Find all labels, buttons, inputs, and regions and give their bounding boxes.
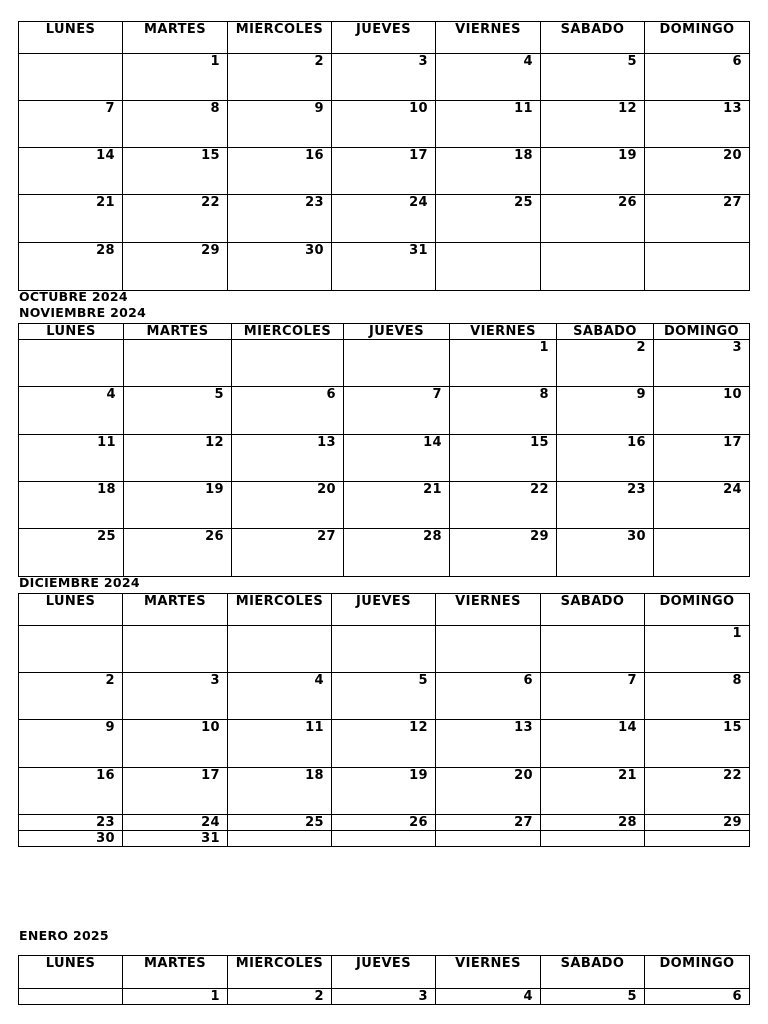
weekday-header: MARTES — [123, 22, 228, 54]
day-cell: 6 — [436, 673, 541, 720]
week-row — [19, 243, 750, 291]
day-cell: 13 — [232, 435, 344, 482]
day-cell — [19, 54, 123, 101]
day-cell: 4 — [436, 989, 541, 1005]
day-cell: 28 — [19, 243, 123, 291]
day-cell: 4 — [436, 54, 541, 101]
day-cell: 24 — [332, 195, 436, 243]
day-cell: 1 — [450, 340, 557, 387]
day-cell — [19, 626, 123, 673]
day-cell: 8 — [450, 387, 557, 435]
weekday-header-row — [19, 594, 750, 626]
day-cell: 11 — [228, 720, 332, 768]
day-cell: 14 — [541, 720, 645, 768]
day-cell: 26 — [332, 815, 436, 831]
week-row — [19, 435, 750, 482]
day-cell — [645, 243, 750, 291]
day-cell: 5 — [541, 989, 645, 1005]
day-cell — [123, 626, 228, 673]
day-cell — [645, 831, 750, 847]
week-row — [19, 626, 750, 673]
week-row — [19, 387, 750, 435]
day-cell: 18 — [228, 768, 332, 815]
day-cell: 30 — [557, 529, 654, 577]
weekday-header: SÁBADO — [541, 956, 645, 989]
day-cell: 6 — [645, 989, 750, 1005]
day-cell: 29 — [123, 243, 228, 291]
day-cell: 14 — [19, 148, 123, 195]
week-row — [19, 768, 750, 815]
weekday-header: DOMINGO — [645, 22, 750, 54]
day-cell: 26 — [124, 529, 232, 577]
day-cell: 2 — [228, 989, 332, 1005]
day-cell: 30 — [19, 831, 123, 847]
day-cell: 9 — [557, 387, 654, 435]
day-cell — [541, 831, 645, 847]
day-cell: 16 — [557, 435, 654, 482]
weekday-header: JUEVES — [332, 956, 436, 989]
day-cell — [124, 340, 232, 387]
week-row — [19, 101, 750, 148]
day-cell: 10 — [123, 720, 228, 768]
day-cell: 24 — [123, 815, 228, 831]
day-cell — [541, 626, 645, 673]
day-cell: 2 — [19, 673, 123, 720]
day-cell: 15 — [645, 720, 750, 768]
day-cell: 1 — [123, 989, 228, 1005]
day-cell: 13 — [436, 720, 541, 768]
weekday-header-row — [19, 22, 750, 54]
day-cell: 6 — [645, 54, 750, 101]
day-cell: 21 — [19, 195, 123, 243]
day-cell: 7 — [19, 101, 123, 148]
weekday-header: VIERNES — [436, 956, 541, 989]
day-cell: 29 — [645, 815, 750, 831]
weekday-header: VIERNES — [450, 324, 557, 340]
weekday-header: MARTES — [123, 956, 228, 989]
day-cell: 25 — [228, 815, 332, 831]
calendar-october-2024 — [18, 21, 750, 291]
day-cell — [19, 340, 124, 387]
day-cell: 4 — [228, 673, 332, 720]
day-cell: 15 — [450, 435, 557, 482]
weekday-header: MIÉRCOLES — [228, 956, 332, 989]
day-cell: 10 — [332, 101, 436, 148]
day-cell: 18 — [19, 482, 124, 529]
weekday-header: SÁBADO — [541, 594, 645, 626]
weekday-header: MIÉRCOLES — [232, 324, 344, 340]
day-cell: 28 — [344, 529, 450, 577]
day-cell: 2 — [228, 54, 332, 101]
day-cell: 23 — [557, 482, 654, 529]
weekday-header: JUEVES — [344, 324, 450, 340]
weekday-header: DOMINGO — [645, 956, 750, 989]
day-cell: 14 — [344, 435, 450, 482]
day-cell — [436, 626, 541, 673]
weekday-header: MARTES — [123, 594, 228, 626]
day-cell: 9 — [19, 720, 123, 768]
day-cell: 25 — [436, 195, 541, 243]
weekday-header: MARTES — [124, 324, 232, 340]
day-cell: 20 — [645, 148, 750, 195]
week-row — [19, 482, 750, 529]
day-cell: 19 — [541, 148, 645, 195]
day-cell: 27 — [232, 529, 344, 577]
weekday-header: SÁBADO — [541, 22, 645, 54]
day-cell: 26 — [541, 195, 645, 243]
weekday-header: DOMINGO — [654, 324, 750, 340]
day-cell: 1 — [645, 626, 750, 673]
day-cell: 27 — [645, 195, 750, 243]
day-cell: 17 — [654, 435, 750, 482]
day-cell: 13 — [645, 101, 750, 148]
day-cell: 22 — [123, 195, 228, 243]
day-cell: 22 — [450, 482, 557, 529]
weekday-header: MIÉRCOLES — [228, 22, 332, 54]
day-cell: 17 — [332, 148, 436, 195]
month-label-october: OCTUBRE 2024 — [19, 289, 128, 304]
week-row — [19, 54, 750, 101]
day-cell: 12 — [124, 435, 232, 482]
day-cell — [344, 340, 450, 387]
day-cell: 11 — [436, 101, 541, 148]
day-cell: 3 — [332, 54, 436, 101]
day-cell: 17 — [123, 768, 228, 815]
day-cell — [232, 340, 344, 387]
day-cell: 25 — [19, 529, 124, 577]
weekday-header: MIÉRCOLES — [228, 594, 332, 626]
day-cell: 31 — [332, 243, 436, 291]
day-cell: 5 — [541, 54, 645, 101]
day-cell — [654, 529, 750, 577]
weekday-header-row — [19, 324, 750, 340]
day-cell: 24 — [654, 482, 750, 529]
day-cell — [228, 831, 332, 847]
day-cell: 15 — [123, 148, 228, 195]
day-cell: 7 — [541, 673, 645, 720]
weekday-header: SÁBADO — [557, 324, 654, 340]
calendar-november-2024 — [18, 323, 750, 577]
day-cell: 4 — [19, 387, 124, 435]
day-cell: 3 — [332, 989, 436, 1005]
month-title-november: NOVIEMBRE 2024 — [19, 305, 147, 320]
day-cell: 10 — [654, 387, 750, 435]
calendar-january-2025 — [18, 955, 750, 1005]
weekday-header: LUNES — [19, 956, 123, 989]
day-cell — [332, 626, 436, 673]
day-cell: 1 — [123, 54, 228, 101]
day-cell — [332, 831, 436, 847]
day-cell: 21 — [344, 482, 450, 529]
week-row — [19, 831, 750, 847]
day-cell: 8 — [645, 673, 750, 720]
week-row — [19, 529, 750, 577]
weekday-header: LUNES — [19, 324, 124, 340]
day-cell: 18 — [436, 148, 541, 195]
day-cell: 11 — [19, 435, 124, 482]
day-cell: 9 — [228, 101, 332, 148]
day-cell: 23 — [228, 195, 332, 243]
day-cell: 20 — [436, 768, 541, 815]
day-cell — [541, 243, 645, 291]
month-title-january: ENERO 2025 — [19, 928, 109, 943]
weekday-header: VIERNES — [436, 22, 541, 54]
day-cell: 29 — [450, 529, 557, 577]
week-row — [19, 673, 750, 720]
weekday-header: JUEVES — [332, 22, 436, 54]
week-row — [19, 148, 750, 195]
month-title-december: DICIEMBRE 2024 — [19, 575, 140, 590]
day-cell — [19, 989, 123, 1005]
day-cell: 3 — [654, 340, 750, 387]
day-cell: 23 — [19, 815, 123, 831]
week-row — [19, 815, 750, 831]
day-cell: 2 — [557, 340, 654, 387]
day-cell: 22 — [645, 768, 750, 815]
day-cell: 19 — [332, 768, 436, 815]
week-row — [19, 989, 750, 1005]
week-row — [19, 720, 750, 768]
day-cell: 5 — [332, 673, 436, 720]
day-cell: 20 — [232, 482, 344, 529]
day-cell — [436, 243, 541, 291]
day-cell: 16 — [19, 768, 123, 815]
day-cell: 27 — [436, 815, 541, 831]
day-cell: 19 — [124, 482, 232, 529]
day-cell: 16 — [228, 148, 332, 195]
day-cell: 28 — [541, 815, 645, 831]
day-cell — [436, 831, 541, 847]
day-cell: 6 — [232, 387, 344, 435]
day-cell: 21 — [541, 768, 645, 815]
weekday-header: JUEVES — [332, 594, 436, 626]
day-cell: 30 — [228, 243, 332, 291]
week-row — [19, 340, 750, 387]
weekday-header: DOMINGO — [645, 594, 750, 626]
week-row — [19, 195, 750, 243]
day-cell: 31 — [123, 831, 228, 847]
weekday-header-row — [19, 956, 750, 989]
day-cell — [228, 626, 332, 673]
day-cell: 7 — [344, 387, 450, 435]
weekday-header: LUNES — [19, 22, 123, 54]
day-cell: 12 — [541, 101, 645, 148]
calendar-december-2024 — [18, 593, 750, 847]
day-cell: 3 — [123, 673, 228, 720]
day-cell: 12 — [332, 720, 436, 768]
weekday-header: VIERNES — [436, 594, 541, 626]
weekday-header: LUNES — [19, 594, 123, 626]
day-cell: 5 — [124, 387, 232, 435]
day-cell: 8 — [123, 101, 228, 148]
